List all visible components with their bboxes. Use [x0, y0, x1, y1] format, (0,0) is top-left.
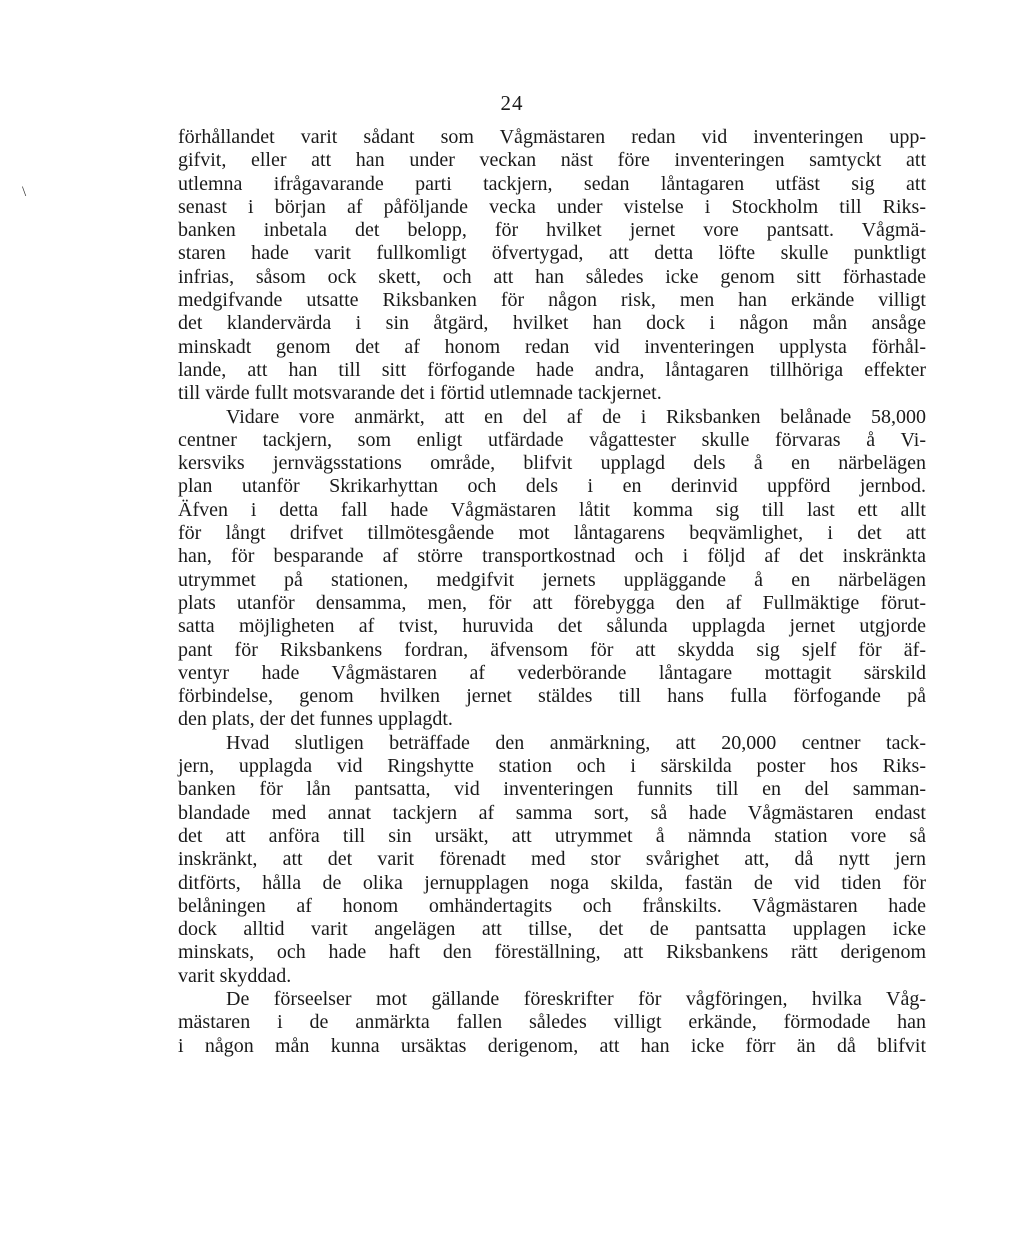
- text-line: inskränkt, att det varit förenadt med stor svårighet att, då nytt jern: [178, 848, 926, 871]
- text-line: ventyr hade Vågmästaren af vederbörande låntagare mottagit särskild: [178, 661, 926, 684]
- text-line: plan utanför Skrikarhyttan och dels i en derinvid uppförd jernbod.: [178, 475, 926, 498]
- text-line: utlemna ifrågavarande parti tackjern, sedan låntagaren utfäst sig att: [178, 172, 926, 195]
- page-number: 24: [500, 91, 524, 115]
- text-line: medgifvande utsatte Riksbanken för någon risk, men han erkände villigt: [178, 289, 926, 312]
- text-line: senast i början af påföljande vecka under vistelse i Stockholm till Riks-: [178, 195, 926, 218]
- text-line: plats utanför densamma, men, för att förebygga den af Fullmäktige förut-: [178, 591, 926, 614]
- text-line: lande, att han till sitt förfogande hade andra, låntagaren tillhöriga effekter: [178, 358, 926, 381]
- text-line: staren hade varit fullkomligt öfvertygad, att detta löfte skulle punktligt: [178, 242, 926, 265]
- text-line: förhållandet varit sådant som Vågmästaren redan vid inventeringen upp-: [178, 126, 926, 148]
- text-line: banken inbetala det belopp, för hvilket jernet vore pantsatt. Vågmä-: [178, 219, 926, 242]
- text-line: varit skyddad.: [178, 964, 292, 987]
- text-line: Äfven i detta fall hade Vågmästaren låtit komma sig till last ett allt: [178, 498, 926, 521]
- text-line: han, för besparande af större transportkostnad och i följd af det inskränkta: [178, 545, 926, 568]
- text-line: De förseelser mot gällande föreskrifter för vågföringen, hvilka Våg-: [226, 987, 926, 1010]
- text-line: förbindelse, genom hvilken jernet stäldes till hans fulla förfogande på: [178, 685, 926, 708]
- text-line: dock alltid varit angelägen att tillse, det de pantsatta upplagen icke: [178, 918, 926, 941]
- text-line: minskats, och hade haft den föreställning, att Riksbankens rätt derigenom: [178, 941, 926, 964]
- text-line: infrias, såsom ock skett, och att han således icke genom sitt förhastade: [178, 265, 926, 288]
- text-line: den plats, der det funnes upplagdt.: [178, 708, 453, 731]
- text-line: mästaren i de anmärkta fallen således villigt erkände, förmodade han: [178, 1011, 926, 1034]
- margin-mark: \: [22, 184, 27, 200]
- text-line: gifvit, eller att han under veckan näst före inventeringen samtyckt att: [178, 149, 926, 172]
- text-line: kersviks jernvägsstations område, blifvit upplagd dels å en närbelägen: [178, 452, 926, 475]
- text-line: det klandervärda i sin åtgärd, hvilket han dock i någon mån ansåge: [178, 312, 926, 335]
- text-line: pant för Riksbankens fordran, äfvensom för att skydda sig sjelf för äf-: [178, 638, 926, 661]
- text-line: Vidare vore anmärkt, att en del af de i Riksbanken belånade 58,000: [226, 405, 926, 428]
- text-line: utrymmet på stationen, medgifvit jernets uppläggande å en närbelägen: [178, 568, 926, 591]
- text-line: i någon mån kunna ursäktas derigenom, att han icke förr än då blifvit: [178, 1034, 926, 1057]
- text-line: belåningen af honom omhändertagits och frånskilts. Vågmästaren hade: [178, 894, 926, 917]
- text-line: satta möjligheten af tvist, huruvida det sålunda upplagda jernet utgjorde: [178, 615, 926, 638]
- text-line: Hvad slutligen beträffade den anmärkning, att 20,000 centner tack-: [226, 731, 926, 754]
- text-line: det att anföra till sin ursäkt, att utrymmet å nämnda station vore så: [178, 824, 926, 847]
- text-line: jern, upplagda vid Ringshytte station och i särskilda poster hos Riks-: [178, 755, 926, 778]
- text-line: banken för lån pantsatta, vid inventeringen funnits till en del samman-: [178, 778, 926, 801]
- text-line: minskadt genom det af honom redan vid inventeringen upplysta förhål-: [178, 335, 926, 358]
- text-line: till värde fullt motsvarande det i förtid utlemnade tackjernet.: [178, 382, 662, 405]
- text-line: blandade med annat tackjern af samma sort, så hade Vågmästaren endast: [178, 801, 926, 824]
- text-line: centner tackjern, som enligt utfärdade vågattester skulle förvaras å Vi-: [178, 428, 926, 451]
- text-line: ditförts, hålla de olika jernupplagen noga skilda, fastän de vid tiden för: [178, 871, 926, 894]
- text-line: för långt drifvet tillmötesgående mot låntagarens beqvämlighet, i det att: [178, 522, 926, 545]
- body-text: [178, 126, 926, 1058]
